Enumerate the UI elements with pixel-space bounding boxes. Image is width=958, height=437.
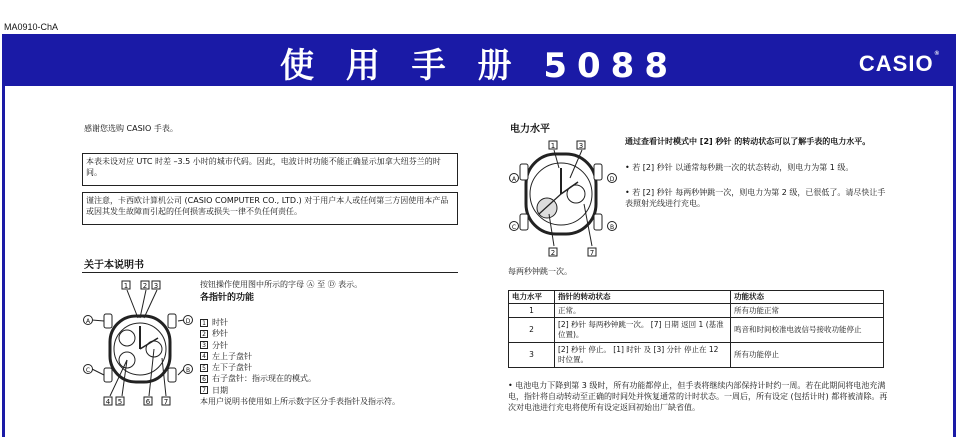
button-b-label: B (185, 367, 191, 374)
subdial-upper-left (119, 330, 135, 346)
header-level: 电力水平 (509, 291, 555, 304)
power-bullet-2: • 若 [2] 秒针 每两秒钟跳一次，则电力为第 2 级，已很低了。请尽快让手表照射光线进行充电。 (625, 188, 886, 208)
table-row: 3 [2] 秒针 停止。 [1] 时针 及 [3] 分针 停止在 12 时位置。 所有功能停止 (509, 343, 884, 368)
utc-notice: 本表未设对应 UTC 时差 –3.5 小时的城市代码。因此，电波计时功能不能正确显示加拿大纽芬兰的时间。 (82, 153, 458, 186)
header-state: 指针的转动状态 (555, 291, 731, 304)
button-d-label: D (185, 318, 191, 325)
table-row: 2 [2] 秒针 每两秒钟跳一次。 [7] 日期 返回 1 (基准位置)。 鸣音和时间校准电波信号接收功能停止 (509, 318, 884, 343)
callout-1: 1 (123, 282, 129, 290)
header-function: 功能状态 (731, 291, 884, 304)
document-id: MA0910-ChA (4, 22, 59, 32)
legend-item-6: 6 右子盘针：指示现在的模式。 (200, 373, 316, 384)
callout-6: 6 (145, 398, 151, 406)
button-c-label: C (85, 367, 91, 374)
brand-logo: CASIO® (858, 51, 940, 76)
section-divider (82, 272, 458, 273)
battery-note: • 电池电力下降到第 3 级时，所有功能都停止，但手表将继续内部保持计时约一周。若在此期间将电池充满电，指针将自动转动至正确的时间处并恢复通常的计时状态。一周后，所有设定 (包括计时) 都将被清除。再次对电池进行充电将使所有设定返回初始出厂缺省值。 (508, 381, 888, 412)
callout-2: 2 (142, 282, 148, 290)
figure-caption: 每两秒钟跳一次。 (508, 267, 572, 276)
callout-4: 4 (105, 398, 111, 406)
legend-item-3: 3 分针 (200, 340, 316, 351)
hands-subheading: 各指针的功能 (200, 293, 255, 303)
power-level-table (508, 290, 884, 368)
button-instruction: 按钮操作使用图中所示的字母 Ⓐ 至 Ⓓ 表示。 (200, 280, 363, 289)
manual-title: 使 用 手 册 5088 (280, 46, 678, 86)
power-button-c: C (511, 224, 517, 231)
callout-5: 5 (117, 398, 123, 406)
watch-illustration (82, 278, 194, 410)
power-callout-3: 3 (578, 142, 584, 150)
section-title-about: 关于本说明书 (84, 260, 144, 271)
legend-item-7: 7 日期 (200, 385, 316, 396)
legend-item-4: 4 左上子盘针 (200, 351, 316, 362)
manual-footer-note: 本用户说明书使用如上所示数字区分手表指针及指示符。 (200, 397, 400, 406)
hands-legend (200, 317, 316, 396)
section-title-power: 电力水平 (510, 124, 550, 135)
power-bullet-1: • 若 [2] 秒针 以通常每秒跳一次的状态转动，则电力为第 1 级。 (625, 163, 854, 172)
power-lead-text: 通过查看计时模式中 [2] 秒针 的转动状态可以了解手表的电力水平。 (625, 137, 871, 146)
power-button-d: D (609, 176, 615, 183)
power-button-a: A (511, 176, 517, 183)
minute-hand (140, 338, 158, 349)
callout-3: 3 (153, 282, 159, 290)
table-header-row (509, 291, 884, 304)
button-a-label: A (85, 318, 91, 325)
callout-line-1 (127, 290, 138, 318)
liability-notice: 谨注意，卡西欧计算机公司 (CASIO COMPUTER CO., LTD.) 对于用户本人或任何第三方因使用本产品或因其发生故障而引起的任何损害或损失一律不负任何责任。 (82, 192, 458, 225)
legend-item-5: 5 左下子盘针 (200, 362, 316, 373)
power-callout-2: 2 (550, 249, 556, 257)
power-callout-1: 1 (550, 142, 556, 150)
intro-text: 感谢您选购 CASIO 手表。 (84, 124, 178, 133)
table-row: 1 正常。 所有功能正常 (509, 304, 884, 318)
legend-item-1: 1 时针 (200, 317, 316, 328)
legend-item-2: 2 秒针 (200, 328, 316, 339)
title-banner (2, 34, 956, 86)
power-callout-7: 7 (589, 249, 595, 257)
power-button-b: B (609, 224, 615, 231)
callout-7: 7 (163, 398, 169, 406)
power-level-watch-illustration (504, 138, 622, 266)
